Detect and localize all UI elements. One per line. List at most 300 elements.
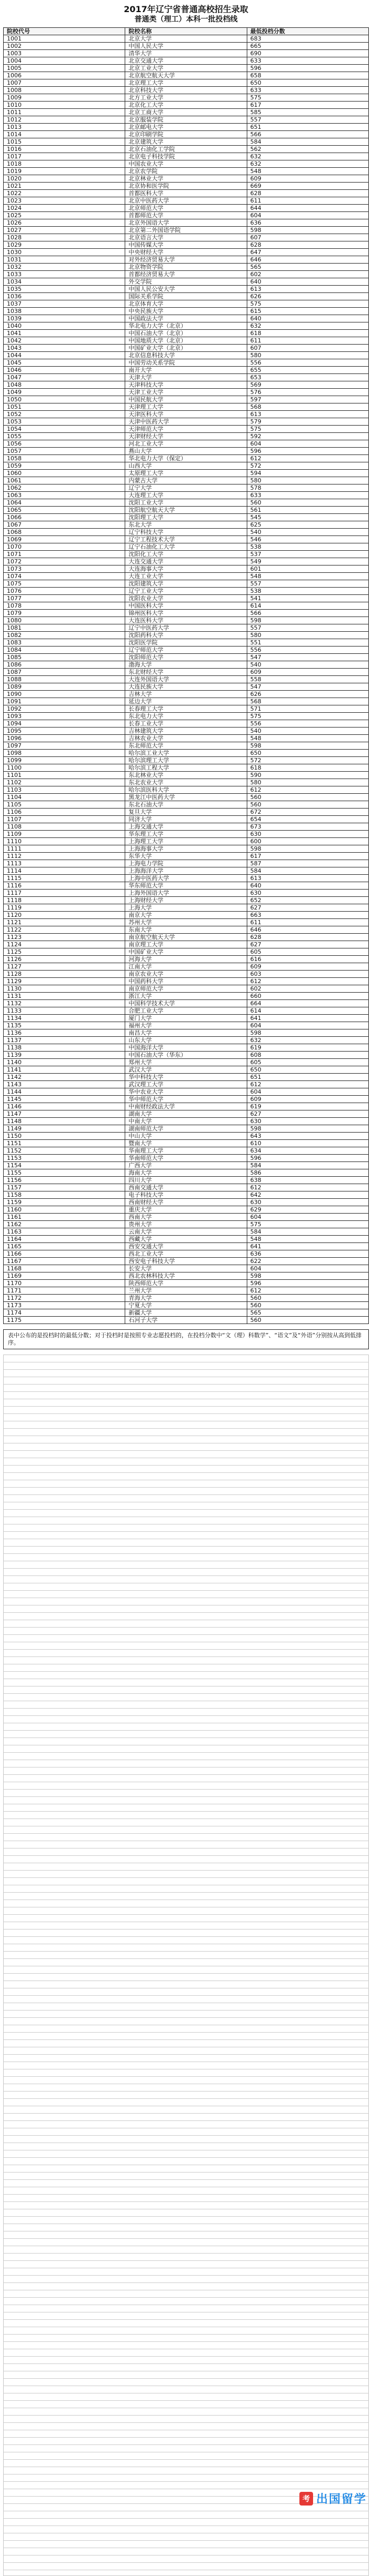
name-cell: 天津大学	[125, 374, 247, 381]
code-cell: 1164	[4, 1236, 125, 1243]
score-cell: 568	[247, 698, 368, 705]
score-cell: 690	[247, 50, 368, 57]
table-row	[4, 300, 369, 308]
table-row	[4, 1317, 369, 1324]
table-row	[4, 934, 369, 941]
name-cell: 西藏大学	[125, 1236, 247, 1243]
table-row	[4, 904, 369, 912]
code-cell: 1132	[4, 1000, 125, 1007]
table-row	[4, 963, 369, 971]
name-cell: 厦门大学	[125, 1015, 247, 1022]
score-cell: 628	[247, 190, 368, 197]
code-cell: 1063	[4, 492, 125, 499]
code-cell: 1100	[4, 764, 125, 772]
name-cell: 中国传媒大学	[125, 241, 247, 249]
code-cell: 1169	[4, 1272, 125, 1280]
code-cell: 1155	[4, 1169, 125, 1177]
table-row	[4, 536, 369, 543]
table-row	[4, 1066, 369, 1074]
code-cell: 1094	[4, 720, 125, 728]
score-cell: 557	[247, 580, 368, 588]
table-header-row	[4, 28, 369, 35]
score-cell: 579	[247, 418, 368, 426]
table-row	[4, 897, 369, 904]
name-cell: 中南大学	[125, 1118, 247, 1125]
code-cell: 1064	[4, 499, 125, 507]
table-row	[4, 794, 369, 801]
name-cell: 天津财经大学	[125, 433, 247, 440]
table-row	[4, 87, 369, 94]
code-cell: 1140	[4, 1059, 125, 1066]
table-row	[4, 418, 369, 426]
code-cell: 1046	[4, 367, 125, 374]
name-cell: 国际关系学院	[125, 293, 247, 300]
page-subtitle: 普通类（理工）本科一批投档线	[134, 15, 238, 24]
code-cell: 1159	[4, 1199, 125, 1206]
name-cell: 北京语言大学	[125, 234, 247, 241]
score-cell: 571	[247, 705, 368, 713]
table-row	[4, 573, 369, 580]
name-cell: 北京工商大学	[125, 109, 247, 116]
table-row	[4, 669, 369, 676]
score-cell: 640	[247, 278, 368, 286]
name-cell: 华中农业大学	[125, 1088, 247, 1096]
table-row	[4, 1029, 369, 1037]
name-cell: 电子科技大学	[125, 1191, 247, 1199]
table-row	[4, 1206, 369, 1214]
code-cell: 1098	[4, 750, 125, 757]
table-row	[4, 227, 369, 234]
code-cell: 1122	[4, 926, 125, 934]
table-row	[4, 764, 369, 772]
score-cell: 612	[247, 786, 368, 794]
code-cell: 1106	[4, 809, 125, 816]
table-row	[4, 359, 369, 367]
score-cell: 547	[247, 654, 368, 661]
code-cell: 1053	[4, 418, 125, 426]
score-cell: 598	[247, 1125, 368, 1133]
table-row	[4, 1118, 369, 1125]
name-cell: 西北工业大学	[125, 1250, 247, 1258]
name-cell: 北京协和医学院	[125, 183, 247, 190]
score-cell: 630	[247, 1118, 368, 1125]
name-cell: 东南大学	[125, 926, 247, 934]
score-cell: 569	[247, 381, 368, 389]
table-row	[4, 1280, 369, 1287]
name-cell: 合肥工业大学	[125, 1007, 247, 1015]
code-cell: 1168	[4, 1265, 125, 1272]
table-row	[4, 1000, 369, 1007]
score-cell: 653	[247, 374, 368, 381]
table-row	[4, 1214, 369, 1221]
score-cell: 584	[247, 138, 368, 146]
score-cell: 629	[247, 1206, 368, 1214]
score-cell: 658	[247, 72, 368, 79]
table-row	[4, 809, 369, 816]
score-cell: 572	[247, 757, 368, 764]
table-row	[4, 698, 369, 705]
name-cell: 暨南大学	[125, 1140, 247, 1147]
table-row	[4, 175, 369, 183]
code-cell: 1065	[4, 507, 125, 514]
score-cell: 540	[247, 728, 368, 735]
name-cell: 大连外国语大学	[125, 676, 247, 683]
table-row	[4, 750, 369, 757]
name-cell: 天津科技大学	[125, 381, 247, 389]
code-cell: 1079	[4, 610, 125, 617]
table-row	[4, 823, 369, 831]
name-cell: 首都医科大学	[125, 190, 247, 197]
score-cell: 669	[247, 183, 368, 190]
code-cell: 1138	[4, 1044, 125, 1052]
table-row	[4, 1103, 369, 1110]
code-cell: 1017	[4, 153, 125, 160]
score-cell: 633	[247, 87, 368, 94]
name-cell: 海南大学	[125, 1169, 247, 1177]
score-cell: 598	[247, 845, 368, 853]
name-cell: 中国人民公安大学	[125, 286, 247, 293]
table-row	[4, 190, 369, 197]
name-cell: 山西大学	[125, 462, 247, 470]
code-cell: 1119	[4, 904, 125, 912]
table-row	[4, 50, 369, 57]
table-row	[4, 801, 369, 809]
table-row	[4, 403, 369, 411]
score-cell: 538	[247, 588, 368, 595]
code-cell: 1078	[4, 602, 125, 610]
code-cell: 1166	[4, 1250, 125, 1258]
code-cell: 1126	[4, 956, 125, 963]
code-cell: 1163	[4, 1228, 125, 1236]
name-cell: 上海财经大学	[125, 897, 247, 904]
table-row	[4, 1007, 369, 1015]
table-row	[4, 1125, 369, 1133]
code-cell: 1107	[4, 816, 125, 823]
table-row	[4, 1309, 369, 1317]
table-row	[4, 720, 369, 728]
code-cell: 1051	[4, 403, 125, 411]
code-cell: 1037	[4, 300, 125, 308]
name-cell: 西安电子科技大学	[125, 1258, 247, 1265]
code-cell: 1080	[4, 617, 125, 624]
code-cell: 1089	[4, 683, 125, 691]
code-cell: 1120	[4, 912, 125, 919]
code-cell: 1131	[4, 993, 125, 1000]
code-cell: 1084	[4, 646, 125, 654]
code-cell: 1137	[4, 1037, 125, 1044]
score-cell: 557	[247, 116, 368, 124]
code-cell: 1058	[4, 455, 125, 462]
score-cell: 612	[247, 978, 368, 985]
name-cell: 中国劳动关系学院	[125, 359, 247, 367]
score-cell: 612	[247, 455, 368, 462]
name-cell: 内蒙古大学	[125, 477, 247, 484]
score-cell: 580	[247, 477, 368, 484]
name-cell: 北京化工大学	[125, 102, 247, 109]
code-cell: 1027	[4, 227, 125, 234]
code-cell: 1099	[4, 757, 125, 764]
score-cell: 560	[247, 794, 368, 801]
score-cell: 651	[247, 1074, 368, 1081]
score-cell: 587	[247, 860, 368, 867]
table-row	[4, 315, 369, 322]
name-cell: 重庆大学	[125, 1206, 247, 1214]
name-cell: 北京电子科技学院	[125, 153, 247, 160]
name-cell: 上海外国语大学	[125, 890, 247, 897]
name-cell: 吉林建筑大学	[125, 728, 247, 735]
table-row	[4, 1155, 369, 1162]
score-cell: 650	[247, 750, 368, 757]
score-cell: 602	[247, 985, 368, 993]
name-cell: 辽宁科技大学	[125, 529, 247, 536]
code-cell: 1085	[4, 654, 125, 661]
code-cell: 1007	[4, 79, 125, 87]
code-cell: 1150	[4, 1133, 125, 1140]
code-cell: 1074	[4, 573, 125, 580]
code-cell: 1044	[4, 352, 125, 359]
code-cell: 1067	[4, 521, 125, 529]
code-cell: 1101	[4, 772, 125, 779]
name-cell: 大连民族大学	[125, 683, 247, 691]
code-cell: 1111	[4, 845, 125, 853]
table-row	[4, 146, 369, 153]
score-cell: 584	[247, 1228, 368, 1236]
score-cell: 619	[247, 1044, 368, 1052]
score-cell: 572	[247, 462, 368, 470]
table-row	[4, 521, 369, 529]
name-cell: 北京科技大学	[125, 87, 247, 94]
code-cell: 1023	[4, 197, 125, 205]
name-cell: 北京航空航天大学	[125, 72, 247, 79]
code-cell: 1142	[4, 1074, 125, 1081]
code-cell: 1157	[4, 1184, 125, 1191]
name-cell: 郑州大学	[125, 1059, 247, 1066]
table-row	[4, 352, 369, 359]
code-cell: 1154	[4, 1162, 125, 1169]
code-cell: 1153	[4, 1155, 125, 1162]
score-cell: 611	[247, 197, 368, 205]
name-cell: 沈阳农业大学	[125, 595, 247, 602]
table-row	[4, 617, 369, 624]
code-cell: 1104	[4, 794, 125, 801]
code-cell: 1010	[4, 102, 125, 109]
score-cell: 557	[247, 624, 368, 632]
name-cell: 锦州医科大学	[125, 610, 247, 617]
code-cell: 1110	[4, 838, 125, 845]
name-cell: 中山大学	[125, 1133, 247, 1140]
name-cell: 宁夏大学	[125, 1302, 247, 1309]
name-cell: 南京师范大学	[125, 985, 247, 993]
table-body	[4, 35, 369, 1324]
table-row	[4, 661, 369, 669]
score-cell: 663	[247, 912, 368, 919]
score-cell: 612	[247, 1081, 368, 1088]
score-cell: 548	[247, 735, 368, 742]
table-row	[4, 978, 369, 985]
table-row	[4, 779, 369, 786]
table-row	[4, 396, 369, 403]
score-cell: 654	[247, 816, 368, 823]
name-cell: 北京交通大学	[125, 57, 247, 65]
table-row	[4, 1037, 369, 1044]
score-cell: 594	[247, 470, 368, 477]
table-row	[4, 138, 369, 146]
table-row	[4, 867, 369, 875]
name-cell: 西安交通大学	[125, 1243, 247, 1250]
code-cell: 1002	[4, 43, 125, 50]
table-row	[4, 470, 369, 477]
name-cell: 北京中医药大学	[125, 197, 247, 205]
name-cell: 上海交通大学	[125, 823, 247, 831]
name-cell: 江南大学	[125, 963, 247, 971]
code-cell: 1129	[4, 978, 125, 985]
code-cell: 1031	[4, 256, 125, 264]
name-cell: 上海海洋大学	[125, 867, 247, 875]
score-cell: 613	[247, 411, 368, 418]
table-row	[4, 433, 369, 440]
code-cell: 1083	[4, 639, 125, 646]
table-row	[4, 912, 369, 919]
table-note: 表中公布的是投档时的最低分数；对于投档时是按照专业志愿投档的，在投档分数中“文（理）科数学”、“语文”及“外语”分别按从高到低排序。	[3, 1329, 369, 1349]
table-row	[4, 772, 369, 779]
code-cell: 1030	[4, 249, 125, 256]
table-row	[4, 1272, 369, 1280]
name-cell: 华北电力大学（北京）	[125, 322, 247, 330]
score-cell: 618	[247, 330, 368, 337]
code-cell: 1059	[4, 462, 125, 470]
table-row	[4, 367, 369, 374]
name-cell: 东北大学	[125, 521, 247, 529]
table-row	[4, 514, 369, 521]
name-cell: 西南交通大学	[125, 1184, 247, 1191]
name-cell: 北京第二外国语学院	[125, 227, 247, 234]
score-cell: 627	[247, 1110, 368, 1118]
score-cell: 540	[247, 529, 368, 536]
name-cell: 沈阳药科大学	[125, 632, 247, 639]
score-cell: 610	[247, 1140, 368, 1147]
name-cell: 外交学院	[125, 278, 247, 286]
name-cell: 中国石油大学（华东）	[125, 1052, 247, 1059]
code-cell: 1116	[4, 882, 125, 890]
score-cell: 545	[247, 514, 368, 521]
name-cell: 山东大学	[125, 1037, 247, 1044]
table-row	[4, 1302, 369, 1309]
code-cell: 1102	[4, 779, 125, 786]
table-row	[4, 860, 369, 867]
table-row	[4, 1177, 369, 1184]
name-cell: 青海大学	[125, 1295, 247, 1302]
table-row	[4, 153, 369, 160]
name-cell: 沈阳理工大学	[125, 514, 247, 521]
score-cell: 632	[247, 322, 368, 330]
name-cell: 首都经济贸易大学	[125, 271, 247, 278]
score-cell: 617	[247, 853, 368, 860]
code-cell: 1086	[4, 661, 125, 669]
score-cell: 551	[247, 639, 368, 646]
code-cell: 1032	[4, 264, 125, 271]
name-cell: 北京印刷学院	[125, 131, 247, 138]
name-cell: 北京邮电大学	[125, 124, 247, 131]
name-cell: 大连海事大学	[125, 565, 247, 573]
table-row	[4, 1228, 369, 1236]
code-cell: 1090	[4, 691, 125, 698]
table-row	[4, 249, 369, 256]
name-cell: 大连医科大学	[125, 617, 247, 624]
code-cell: 1121	[4, 919, 125, 926]
name-cell: 中央财经大学	[125, 249, 247, 256]
score-cell: 611	[247, 919, 368, 926]
score-cell: 538	[247, 543, 368, 551]
code-cell: 1139	[4, 1052, 125, 1059]
table-row	[4, 705, 369, 713]
table-row	[4, 455, 369, 462]
name-cell: 中国药科大学	[125, 978, 247, 985]
score-cell: 604	[247, 212, 368, 219]
table-row	[4, 1096, 369, 1103]
code-cell: 1108	[4, 823, 125, 831]
code-cell: 1025	[4, 212, 125, 219]
score-cell: 616	[247, 956, 368, 963]
table-row	[4, 565, 369, 573]
code-cell: 1118	[4, 897, 125, 904]
name-cell: 北京农学院	[125, 168, 247, 175]
table-row	[4, 838, 369, 845]
name-cell: 上海电力学院	[125, 860, 247, 867]
name-cell: 北京林业大学	[125, 175, 247, 183]
score-cell: 568	[247, 403, 368, 411]
table-row	[4, 713, 369, 720]
table-row	[4, 1199, 369, 1206]
score-cell: 560	[247, 1317, 368, 1324]
score-cell: 609	[247, 1096, 368, 1103]
table-row	[4, 462, 369, 470]
score-cell: 556	[247, 359, 368, 367]
name-cell: 燕山大学	[125, 448, 247, 455]
code-cell: 1134	[4, 1015, 125, 1022]
score-cell: 598	[247, 227, 368, 234]
score-cell: 566	[247, 610, 368, 617]
score-cell: 673	[247, 823, 368, 831]
table-row	[4, 1250, 369, 1258]
score-cell: 614	[247, 602, 368, 610]
table-row	[4, 728, 369, 735]
name-cell: 北京信息科技大学	[125, 352, 247, 359]
name-cell: 天津中医药大学	[125, 418, 247, 426]
name-cell: 辽宁工程技术大学	[125, 536, 247, 543]
code-cell: 1109	[4, 831, 125, 838]
score-cell: 604	[247, 1265, 368, 1272]
code-cell: 1171	[4, 1287, 125, 1295]
code-cell: 1042	[4, 337, 125, 345]
score-cell: 609	[247, 963, 368, 971]
code-cell: 1146	[4, 1103, 125, 1110]
name-cell: 沈阳建筑大学	[125, 580, 247, 588]
score-cell: 596	[247, 1280, 368, 1287]
table-row	[4, 205, 369, 212]
table-row	[4, 345, 369, 352]
code-cell: 1062	[4, 484, 125, 492]
name-cell: 浙江大学	[125, 993, 247, 1000]
score-cell: 640	[247, 315, 368, 322]
name-cell: 苏州大学	[125, 919, 247, 926]
name-cell: 中国民航大学	[125, 396, 247, 403]
name-cell: 云南大学	[125, 1228, 247, 1236]
table-row	[4, 448, 369, 455]
score-cell: 590	[247, 772, 368, 779]
table-row	[4, 926, 369, 934]
name-cell: 东华大学	[125, 853, 247, 860]
score-cell: 634	[247, 1147, 368, 1155]
